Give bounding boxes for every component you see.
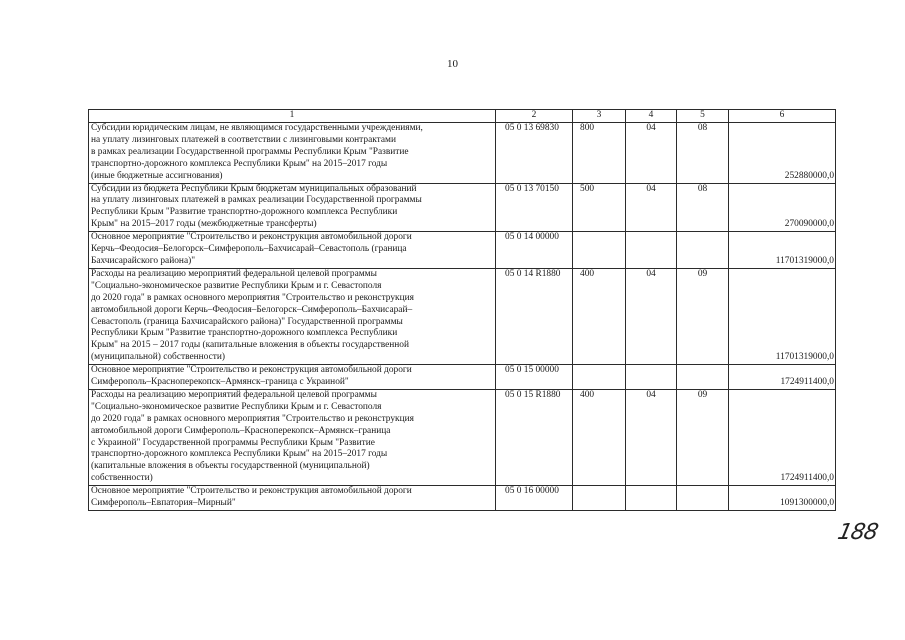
description-line: "Социально-экономическое развитие Республики Крым и г. Севастополя: [91, 280, 382, 291]
expense-type-code: [573, 486, 626, 511]
amount-value: 1091300000,0: [729, 486, 836, 511]
table-row: [89, 486, 836, 511]
subsection-code: 09: [677, 389, 729, 485]
description-line: до 2020 года" в рамках основного мероприятия "Строительство и реконструкция: [91, 292, 414, 303]
description-line: Основное мероприятие "Строительство и реконструкция автомобильной дороги: [91, 365, 412, 376]
description-line: Расходы на реализацию мероприятий федеральной целевой программы: [91, 268, 377, 279]
subsection-code: [677, 232, 729, 269]
amount-value: 1724911400,0: [729, 389, 836, 485]
header-col-3: 3: [573, 110, 626, 123]
handwritten-page-mark: 188: [835, 520, 880, 545]
table-row: [89, 183, 836, 232]
budget-table: [88, 109, 836, 511]
row-description: [89, 365, 496, 390]
row-description: [89, 232, 496, 269]
table-row: [89, 123, 836, 184]
description-line: Субсидии из бюджета Республики Крым бюджетам муниципальных образований: [91, 183, 417, 194]
expense-type-code: [573, 365, 626, 390]
header-col-4: 4: [626, 110, 677, 123]
description-line: на уплату лизинговых платежей в рамках реализации Государственной программы: [91, 195, 422, 206]
subsection-code: 08: [677, 123, 729, 184]
description-line: на уплату лизинговых платежей в соответствии с лизинговыми контрактами: [91, 134, 397, 145]
table-row: [89, 232, 836, 269]
description-line: в рамках реализации Государственной программы Республики Крым "Развитие: [91, 146, 409, 157]
description-line: Основное мероприятие "Строительство и реконструкция автомобильной дороги: [91, 232, 412, 243]
amount-value: 11701319000,0: [729, 232, 836, 269]
description-line: транспортно-дорожного комплекса Республики Крым" на 2015–2017 годы: [91, 449, 388, 460]
target-article-code: 05 0 13 70150: [496, 183, 573, 232]
subsection-code: [677, 486, 729, 511]
description-line: Субсидии юридическим лицам, не являющимся государственными учреждениями,: [91, 123, 423, 133]
section-code: 04: [626, 123, 677, 184]
description-line: транспортно-дорожного комплекса Республики Крым" на 2015–2017 годы: [91, 158, 388, 169]
description-line: автомобильной дороги Симферополь–Красноперекопск–Армянск–граница: [91, 425, 391, 436]
target-article-code: 05 0 15 00000: [496, 365, 573, 390]
page-number: 10: [447, 58, 458, 70]
description-line: Крым" на 2015–2017 годы (межбюджетные трансферты): [91, 219, 317, 230]
expense-type-code: [573, 232, 626, 269]
target-article-code: 05 0 15 R1880: [496, 389, 573, 485]
amount-value: 252880000,0: [729, 123, 836, 184]
description-line: Крым" на 2015 – 2017 годы (капитальные вложения в объекты государственной: [91, 340, 409, 351]
subsection-code: 09: [677, 268, 729, 364]
header-col-6: 6: [729, 110, 836, 123]
section-code: [626, 486, 677, 511]
header-col-5: 5: [677, 110, 729, 123]
subsection-code: 08: [677, 183, 729, 232]
description-line: с Украиной" Государственной программы Республики Крым "Развитие: [91, 437, 375, 448]
description-line: Севастополь (граница Бахчисарайского района)" Государственной программы: [91, 316, 403, 327]
row-description: [89, 389, 496, 485]
subsection-code: [677, 365, 729, 390]
row-description: [89, 486, 496, 511]
section-code: [626, 365, 677, 390]
expense-type-code: 800: [573, 123, 626, 184]
description-line: (капитальные вложения в объекты государственной (муниципальной): [91, 461, 370, 472]
row-description: [89, 123, 496, 184]
target-article-code: 05 0 16 00000: [496, 486, 573, 511]
target-article-code: 05 0 13 69830: [496, 123, 573, 184]
description-line: Расходы на реализацию мероприятий федеральной целевой программы: [91, 389, 377, 400]
section-code: [626, 232, 677, 269]
description-line: Керчь–Феодосия–Белогорск–Симферополь–Бахчисарай–Севастополь (граница: [91, 244, 407, 255]
description-line: автомобильной дороги Керчь–Феодосия–Белогорск–Симферополь–Бахчисарай–: [91, 304, 413, 315]
target-article-code: 05 0 14 00000: [496, 232, 573, 269]
table-row: [89, 389, 836, 485]
section-code: 04: [626, 183, 677, 232]
row-description: [89, 268, 496, 364]
description-line: Основное мероприятие "Строительство и реконструкция автомобильной дороги: [91, 486, 412, 497]
header-col-2: 2: [496, 110, 573, 123]
amount-value: 1724911400,0: [729, 365, 836, 390]
target-article-code: 05 0 14 R1880: [496, 268, 573, 364]
description-line: Симферополь–Евпатория–Мирный": [91, 498, 236, 509]
description-line: Республики Крым "Развитие транспортно-дорожного комплекса Республики: [91, 207, 398, 218]
section-code: 04: [626, 268, 677, 364]
expense-type-code: 400: [573, 389, 626, 485]
table-row: [89, 365, 836, 390]
amount-value: 11701319000,0: [729, 268, 836, 364]
table-header-row: [89, 110, 836, 123]
description-line: Бахчисарайского района)": [91, 255, 196, 266]
expense-type-code: 400: [573, 268, 626, 364]
description-line: "Социально-экономическое развитие Республики Крым и г. Севастополя: [91, 401, 382, 412]
row-description: [89, 183, 496, 232]
description-line: Республики Крым "Развитие транспортно-дорожного комплекса Республики: [91, 328, 398, 339]
section-code: 04: [626, 389, 677, 485]
description-line: (иные бюджетные ассигнования): [91, 170, 223, 181]
description-line: Симферополь–Красноперекопск–Армянск–граница с Украиной": [91, 377, 349, 388]
description-line: собственности): [91, 473, 153, 484]
table-row: [89, 268, 836, 364]
description-line: (муниципальной) собственности): [91, 352, 225, 363]
description-line: до 2020 года" в рамках основного мероприятия "Строительство и реконструкция: [91, 413, 414, 424]
header-col-1: 1: [89, 110, 496, 123]
expense-type-code: 500: [573, 183, 626, 232]
amount-value: 270090000,0: [729, 183, 836, 232]
